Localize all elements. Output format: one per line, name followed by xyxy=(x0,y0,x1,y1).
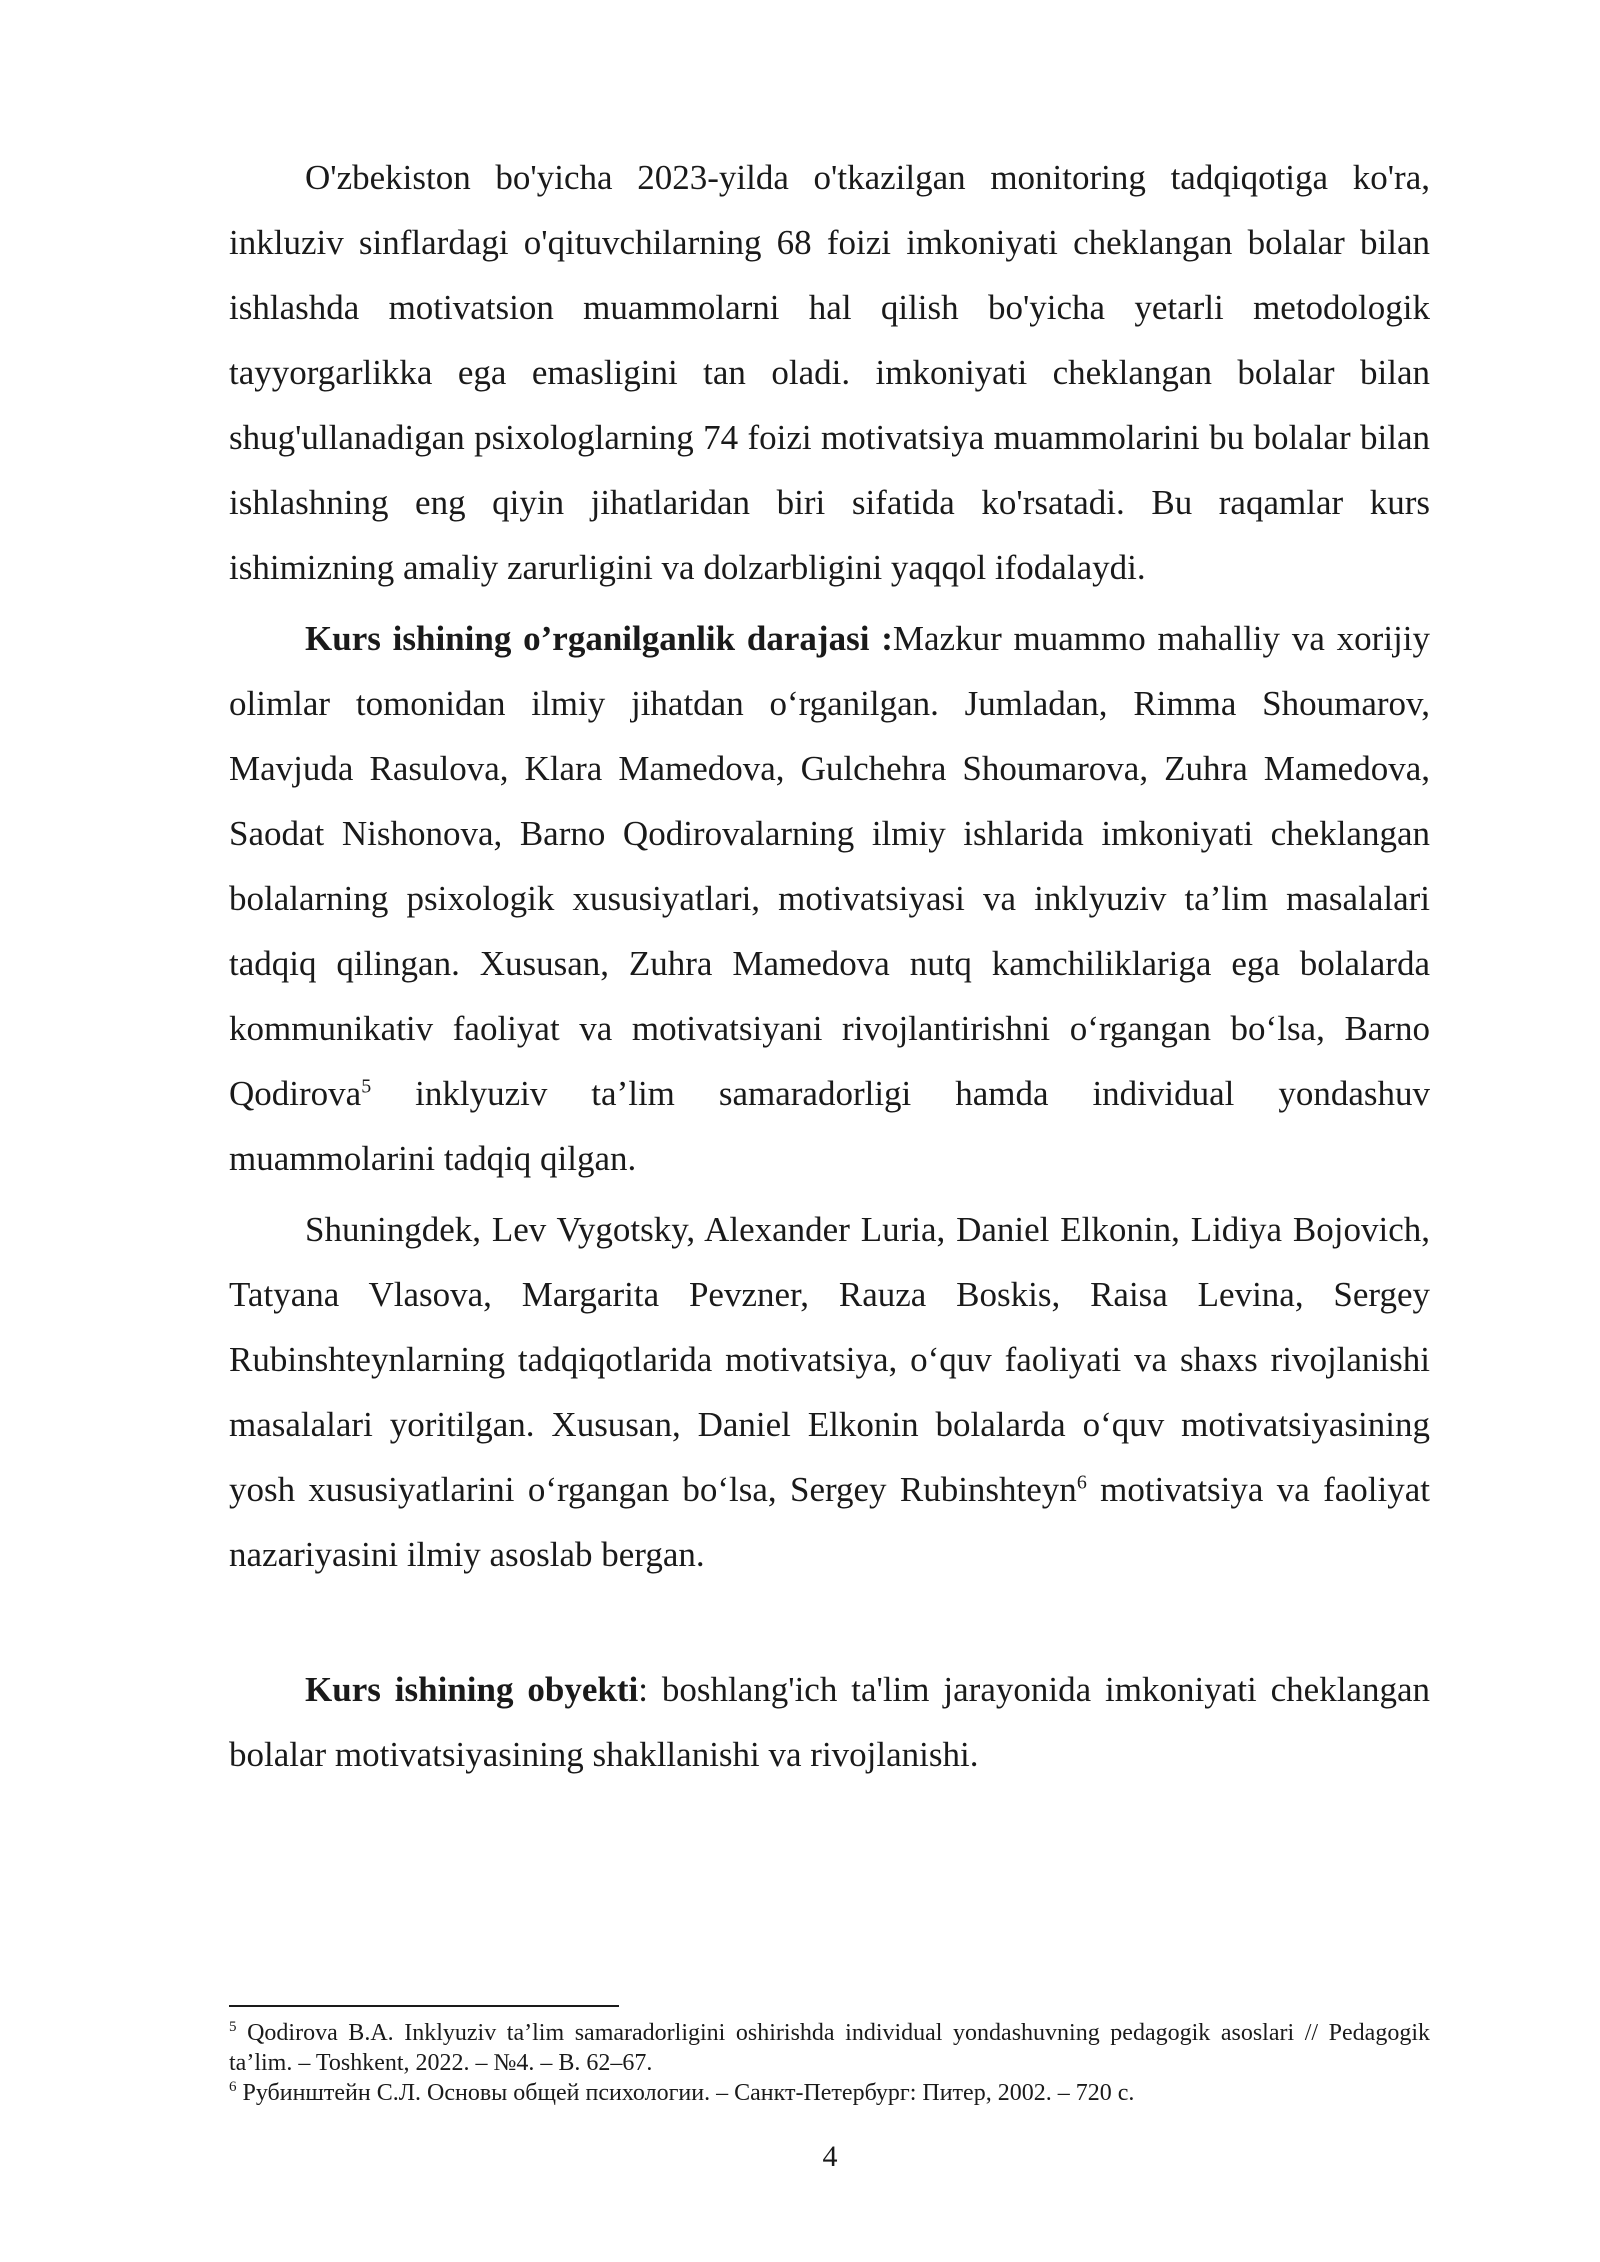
paragraph-text: inklyuziv ta’lim samaradorligi hamda individual yondashuv muammolarini tadqiq qilgan. xyxy=(229,1074,1430,1178)
paragraph-object xyxy=(229,1657,1430,1787)
paragraph-text: : boshlang'ich ta'lim jarayonida imkoniyati cheklangan bolalar motivatsiyasining shakllanishi va rivojlanishi. xyxy=(229,1670,1430,1774)
footnote-ref-5[interactable]: 5 xyxy=(361,1075,372,1098)
footnote-ref-6[interactable]: 6 xyxy=(1076,1471,1087,1494)
footnote-text: Рубинштейн С.Л. Основы общей психологии. – Санкт-Петербург: Питер, 2002. – 720 с. xyxy=(236,2080,1135,2106)
paragraph-text: O'zbekiston bo'yicha 2023-yilda o'tkazilgan monitoring tadqiqotiga ko'ra, inkluziv sinflardagi o'qituvchilarning 68 foizi imkoniyati cheklangan bolalar bilan ishlashda motivatsion muammolarni hal qilish bo'yicha yetarli metodologik tayyorgarlikka ega emasligini tan oladi. imkoniyati cheklangan bolalar bilan shug'ullanadigan psixologlarning 74 foizi motivatsiya muammolarini bu bolalar bilan ishlashning eng qiyin jihatlaridan biri sifatida ko'rsatadi. Bu raqamlar kurs ishimizning amaliy zarurligini va dolzarbligini yaqqol ifodalaydi. xyxy=(229,158,1430,587)
page-number: 4 xyxy=(822,2140,838,2173)
footnote-number: 6 xyxy=(229,2079,237,2095)
footnote-separator xyxy=(229,2005,619,2007)
paragraph-monitoring xyxy=(229,145,1430,600)
paragraph-text: Shuningdek, Lev Vygotsky, Alexander Luria, Daniel Elkonin, Lidiya Bojovich, Tatyana Vlasova, Margarita Pevzner, Rauza Boskis, Raisa Levina, Sergey Rubinshteynlarning tadqiqotlarida motivatsiya, o‘quv faoliyati va shaxs rivojlanishi masalalari yoritilgan. Xususan, Daniel Elkonin bolalarda o‘quv motivatsiyasining yosh xususiyatlarini o‘rgangan bo‘lsa, Sergey Rubinshteyn xyxy=(229,1210,1430,1509)
footnote-5 xyxy=(229,2018,1430,2078)
section-heading-object: Kurs ishining obyekti xyxy=(305,1670,639,1709)
paragraph-research-level xyxy=(229,606,1430,1191)
body-text xyxy=(229,145,1430,1793)
section-heading-research-level: Kurs ishining o’rganilganlik darajasi : xyxy=(305,619,893,658)
footnote-number: 5 xyxy=(229,2019,237,2035)
paragraph-text: motivatsiya va faoliyat nazariyasini ilmiy asoslab bergan. xyxy=(229,1470,1430,1574)
paragraph-text: Mazkur muammo mahalliy va xorijiy olimlar tomonidan ilmiy jihatdan o‘rganilgan. Jumladan, Rimma Shoumarov, Mavjuda Rasulova, Klara Mamedova, Gulchehra Shoumarova, Zuhra Mamedova, Saodat Nishonova, Barno Qodirovalarning ilmiy ishlarida imkoniyati cheklangan bolalarning psixologik xususiyatlari, motivatsiyasi va inklyuziv ta’lim masalalari tadqiq qilingan. Xususan, Zuhra Mamedova nutq kamchiliklariga ega bolalarda kommunikativ faoliyat va motivatsiyani rivojlantirishni o‘rgangan bo‘lsa, Barno Qodirova xyxy=(229,619,1430,1113)
footnote-6 xyxy=(229,2078,1430,2108)
footnotes xyxy=(229,2018,1430,2108)
paragraph-foreign-scholars xyxy=(229,1197,1430,1587)
footnote-text: Qodirova B.A. Inklyuziv ta’lim samaradorligini oshirishda individual yondashuvning pedagogik asoslari // Pedagogik ta’lim. – Toshkent, 2022. – №4. – B. 62–67. xyxy=(229,2020,1430,2076)
